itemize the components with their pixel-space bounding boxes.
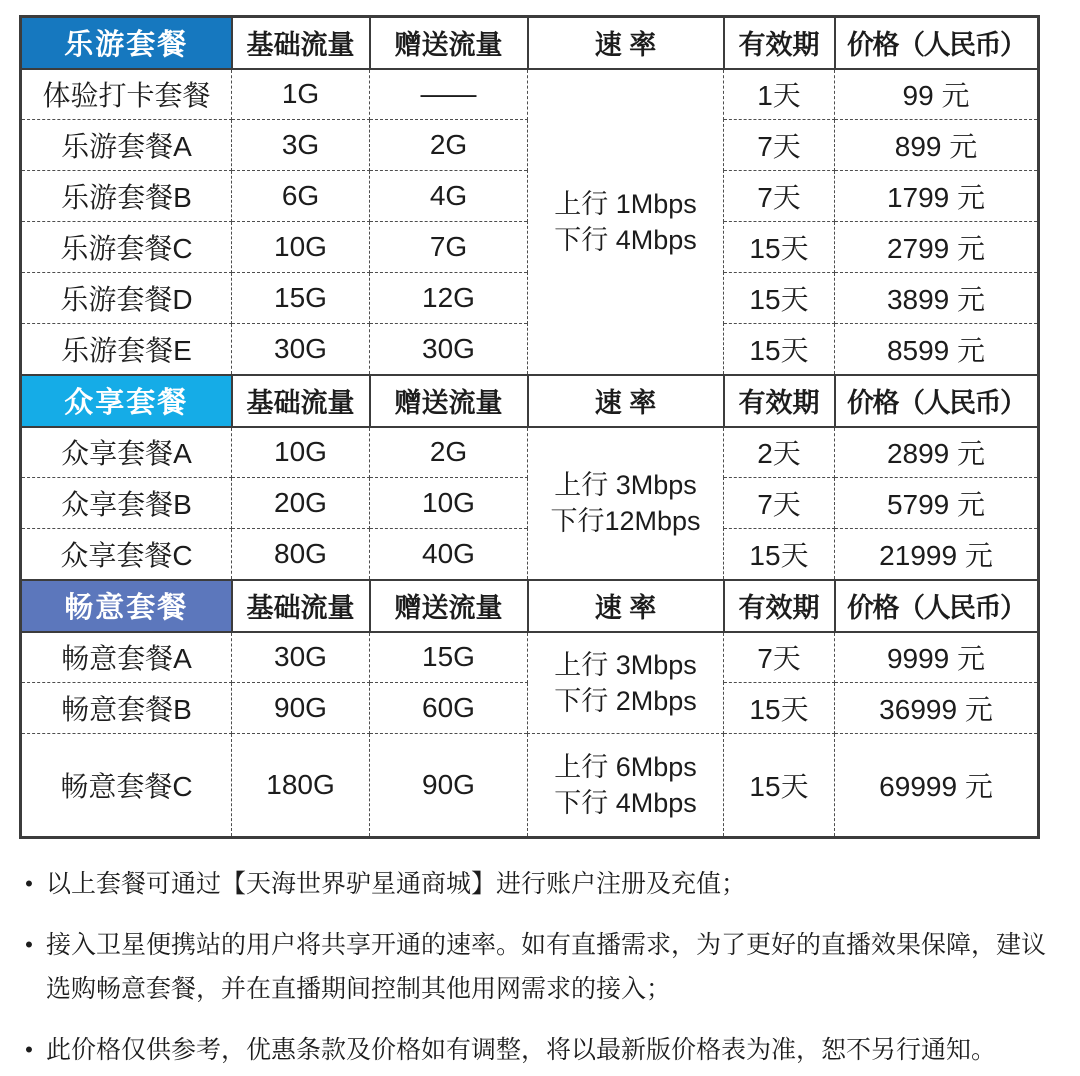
section-2-header-row <box>21 375 1039 427</box>
speed-downlink: 下行 4Mbps <box>554 224 697 255</box>
speed-cell <box>528 734 724 838</box>
col-header-base-data: 基础流量 <box>232 17 370 69</box>
bullet-icon: • <box>25 932 33 957</box>
section-3-header-row <box>21 580 1039 632</box>
price: 1799 元 <box>835 171 1039 222</box>
speed-uplink: 上行 1Mbps <box>554 188 697 219</box>
price: 899 元 <box>835 120 1039 171</box>
bonus-data: 4G <box>370 171 528 222</box>
bonus-data: 2G <box>370 120 528 171</box>
bonus-data: 15G <box>370 632 528 683</box>
validity: 15天 <box>724 324 835 375</box>
footnotes <box>12 862 1052 1072</box>
validity: 7天 <box>724 478 835 529</box>
col-header-price: 价格（人民币） <box>835 375 1039 427</box>
col-header-speed: 速 率 <box>528 17 724 69</box>
note-registration <box>12 862 1052 906</box>
plan-name: 乐游套餐C <box>21 222 232 273</box>
validity: 2天 <box>724 427 835 478</box>
price: 36999 元 <box>835 683 1039 734</box>
col-header-validity: 有效期 <box>724 17 835 69</box>
col-header-base-data: 基础流量 <box>232 580 370 632</box>
base-data: 90G <box>232 683 370 734</box>
price: 8599 元 <box>835 324 1039 375</box>
base-data: 20G <box>232 478 370 529</box>
note-price-disclaimer <box>12 1028 1052 1072</box>
bonus-data: 2G <box>370 427 528 478</box>
bonus-data: 30G <box>370 324 528 375</box>
section-1-title: 乐游套餐 <box>21 17 232 69</box>
base-data: 30G <box>232 324 370 375</box>
table-row <box>21 632 1039 683</box>
col-header-speed: 速 率 <box>528 580 724 632</box>
bullet-icon: • <box>25 1037 33 1062</box>
pricing-table <box>19 15 1040 839</box>
plan-name: 畅意套餐A <box>21 632 232 683</box>
bonus-data: 40G <box>370 529 528 580</box>
validity: 15天 <box>724 273 835 324</box>
col-header-bonus-data: 赠送流量 <box>370 580 528 632</box>
price: 21999 元 <box>835 529 1039 580</box>
speed-uplink: 上行 6Mbps <box>554 752 697 782</box>
note-text: 以上套餐可通过【天海世界驴星通商城】进行账户注册及充值； <box>46 870 747 898</box>
col-header-base-data: 基础流量 <box>232 375 370 427</box>
price: 3899 元 <box>835 273 1039 324</box>
validity: 7天 <box>724 632 835 683</box>
bonus-data: 90G <box>370 734 528 838</box>
price: 2799 元 <box>835 222 1039 273</box>
price: 5799 元 <box>835 478 1039 529</box>
bonus-data: —— <box>370 69 528 120</box>
base-data: 6G <box>232 171 370 222</box>
validity: 15天 <box>724 529 835 580</box>
plan-name: 体验打卡套餐 <box>21 69 232 120</box>
base-data: 15G <box>232 273 370 324</box>
table-row <box>21 734 1039 838</box>
col-header-price: 价格（人民币） <box>835 17 1039 69</box>
validity: 1天 <box>724 69 835 120</box>
col-header-bonus-data: 赠送流量 <box>370 375 528 427</box>
section-3-title: 畅意套餐 <box>21 580 232 632</box>
price: 9999 元 <box>835 632 1039 683</box>
validity: 15天 <box>724 683 835 734</box>
col-header-price: 价格（人民币） <box>835 580 1039 632</box>
plan-name: 众享套餐A <box>21 427 232 478</box>
speed-downlink: 下行 2Mbps <box>554 685 697 716</box>
base-data: 80G <box>232 529 370 580</box>
plan-name: 畅意套餐C <box>21 734 232 838</box>
speed-merged-cell <box>528 427 724 580</box>
plan-name: 乐游套餐E <box>21 324 232 375</box>
base-data: 10G <box>232 427 370 478</box>
bonus-data: 10G <box>370 478 528 529</box>
base-data: 30G <box>232 632 370 683</box>
plan-name: 乐游套餐A <box>21 120 232 171</box>
plan-name: 乐游套餐D <box>21 273 232 324</box>
plan-name: 乐游套餐B <box>21 171 232 222</box>
plan-name: 众享套餐B <box>21 478 232 529</box>
section-1-header-row <box>21 17 1039 69</box>
note-text: 此价格仅供参考，优惠条款及价格如有调整，将以最新版价格表为准，恕不另行通知。 <box>46 1036 997 1064</box>
bullet-icon: • <box>25 871 33 896</box>
col-header-speed: 速 率 <box>528 375 724 427</box>
speed-merged-cell <box>528 632 724 734</box>
section-2-title: 众享套餐 <box>21 375 232 427</box>
col-header-validity: 有效期 <box>724 580 835 632</box>
base-data: 3G <box>232 120 370 171</box>
table-row <box>21 69 1039 120</box>
price: 69999 元 <box>835 734 1039 838</box>
note-shared-speed <box>12 923 1052 1011</box>
speed-downlink: 下行 4Mbps <box>554 788 697 818</box>
table-row <box>21 427 1039 478</box>
speed-merged-cell <box>528 69 724 375</box>
base-data: 1G <box>232 69 370 120</box>
plan-name: 众享套餐C <box>21 529 232 580</box>
base-data: 10G <box>232 222 370 273</box>
validity: 7天 <box>724 171 835 222</box>
price: 99 元 <box>835 69 1039 120</box>
base-data: 180G <box>232 734 370 838</box>
pricing-page <box>0 15 1080 1076</box>
price: 2899 元 <box>835 427 1039 478</box>
validity: 7天 <box>724 120 835 171</box>
col-header-bonus-data: 赠送流量 <box>370 17 528 69</box>
bonus-data: 12G <box>370 273 528 324</box>
validity: 15天 <box>724 222 835 273</box>
speed-downlink: 下行12Mbps <box>550 506 701 536</box>
bonus-data: 60G <box>370 683 528 734</box>
col-header-validity: 有效期 <box>724 375 835 427</box>
bonus-data: 7G <box>370 222 528 273</box>
note-text: 接入卫星便携站的用户将共享开通的速率。如有直播需求，为了更好的直播效果保障，建议选购畅意套餐，并在直播期间控制其他用网需求的接入； <box>46 931 1047 1003</box>
speed-uplink: 上行 3Mbps <box>554 470 697 500</box>
speed-uplink: 上行 3Mbps <box>554 649 697 680</box>
validity: 15天 <box>724 734 835 838</box>
plan-name: 畅意套餐B <box>21 683 232 734</box>
